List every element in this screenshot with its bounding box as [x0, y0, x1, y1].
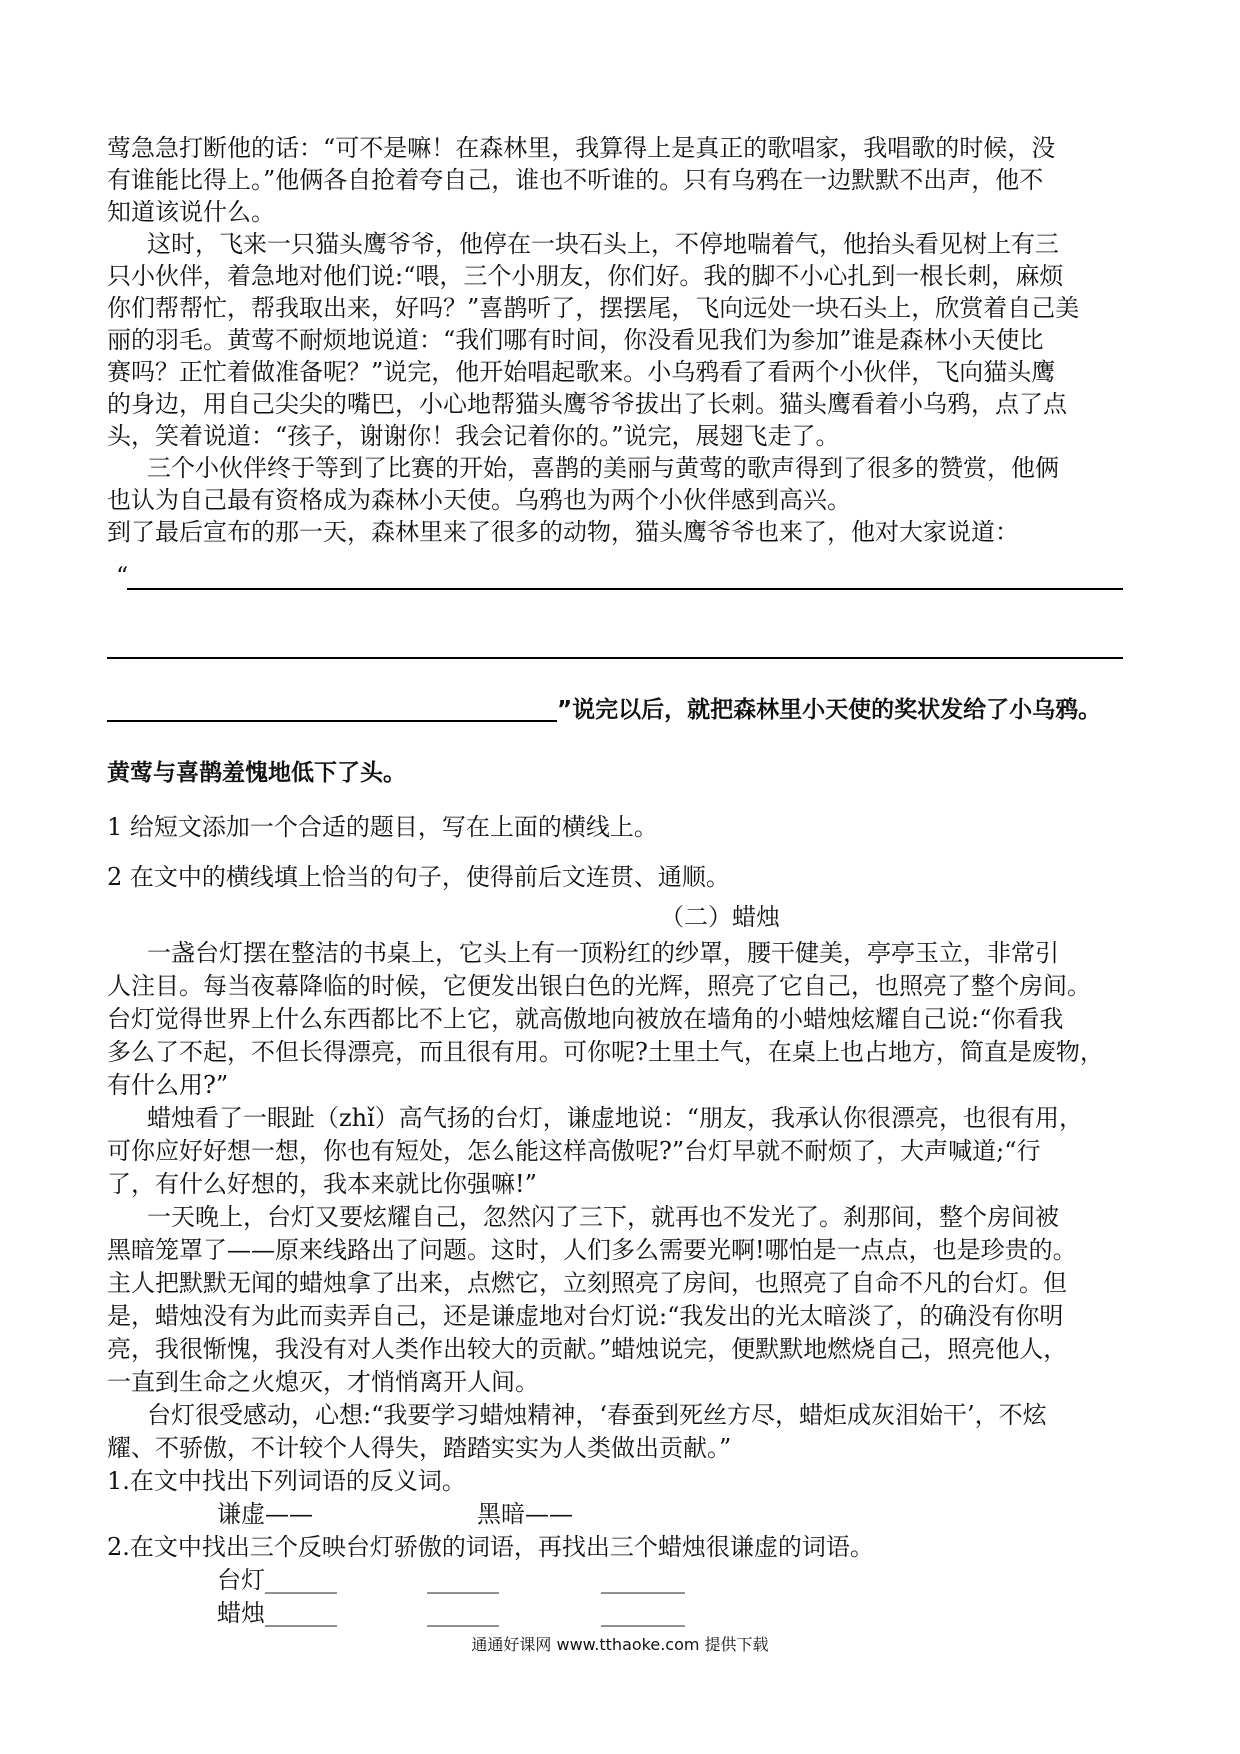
text-line: 台灯很受感动，心想:“我要学习蜡烛精神，‘春蚕到死丝方尽，蜡炬成灰泪始干’，不炫: [147, 1401, 1047, 1429]
question2-2: 2.在文中找出三个反映台灯骄傲的词语，再找出三个蜡烛很谦虚的词语。: [107, 1533, 874, 1561]
story2-title: （二）蜡烛: [660, 903, 780, 931]
story1-closing-text: ”说完以后，就把森林里小天使的奖状发给了小乌鸦。: [557, 697, 1102, 723]
text-line: 赛吗？正忙着做准备呢？”说完，他开始唱起歌来。小乌鸦看了看两个小伙伴，飞向猫头鹰: [107, 358, 1056, 386]
text-line: 耀、不骄傲，不计较个人得失，踏踏实实为人类做出贡献。”: [107, 1434, 732, 1462]
antonym-item: 谦虚——: [217, 1500, 313, 1528]
text-line: 的身边，用自己尖尖的嘴巴，小心地帮猫头鹰爷爷拔出了长刺。猫头鹰看着小乌鸦，点了点: [107, 390, 1067, 418]
answer-line-2[interactable]: [107, 657, 1123, 659]
question-1: 1 给短文添加一个合适的题目，写在上面的横线上。: [107, 813, 658, 841]
text-line: 有谁能比得上。”他俩各自抢着夸自己，谁也不听谁的。只有乌鸦在一边默默不出声，他不: [107, 166, 1044, 194]
text-line: 丽的羽毛。黄莺不耐烦地说道：“我们哪有时间，你没看见我们为参加”谁是森林小天使比: [107, 326, 1044, 354]
text-line: 三个小伙伴终于等到了比赛的开始，喜鹊的美丽与黄莺的歌声得到了很多的赞赏，他俩: [147, 454, 1059, 482]
text-line: 台灯觉得世界上什么东西都比不上它，就高傲地向被放在墙角的小蜡烛炫耀自己说:“你看我: [107, 1005, 1064, 1033]
story1-last-line: 黄莺与喜鹊羞愧地低下了头。: [107, 760, 406, 786]
text-line: 你们帮帮忙，帮我取出来，好吗？”喜鹊听了，摆摆尾，飞向远处一块石头上，欣赏着自己美: [107, 294, 1080, 322]
answer-row-label: 蜡烛: [217, 1599, 265, 1627]
open-quote: “: [116, 562, 129, 590]
question2-1: 1.在文中找出下列词语的反义词。: [107, 1467, 466, 1495]
text-line: 只小伙伴，着急地对他们说:“喂，三个小朋友，你们好。我的脚不小心扎到一根长刺，麻烦: [107, 262, 1064, 290]
answer-blank[interactable]: _______: [601, 1599, 685, 1627]
text-line: 人注目。每当夜幕降临的时候，它便发出银白色的光辉，照亮了它自己，也照亮了整个房间。: [107, 972, 1091, 1000]
text-line: 到了最后宣布的那一天，森林里来了很多的动物，猫头鹰爷爷也来了，他对大家说道：: [107, 518, 1019, 546]
question-2: 2 在文中的横线填上恰当的句子，使得前后文连贯、通顺。: [107, 863, 730, 891]
antonym-item: 黑暗——: [477, 1500, 573, 1528]
text-line: 蜡烛看了一眼趾（zhǐ）高气扬的台灯，谦虚地说：“朋友，我承认你很漂亮，也很有用，: [147, 1104, 1084, 1132]
answer-blank[interactable]: ______: [265, 1566, 337, 1594]
text-line: 多么了不起，不但长得漂亮，而且很有用。可你呢?土里土气，在桌上也占地方，简直是废物，: [107, 1038, 1104, 1066]
text-line: 亮，我很惭愧，我没有对人类作出较大的贡献。”蜡烛说完，便默默地燃烧自己，照亮他人，: [107, 1335, 1068, 1363]
text-line: 一盏台灯摆在整洁的书桌上，它头上有一顶粉红的纱罩，腰干健美，亭亭玉立，非常引: [147, 939, 1059, 967]
answer-blank[interactable]: ______: [265, 1599, 337, 1627]
text-line: 可你应好好想一想，你也有短处，怎么能这样高傲呢?”台灯早就不耐烦了，大声喊道;“行: [107, 1137, 1041, 1165]
answer-blank[interactable]: ______: [427, 1566, 499, 1594]
text-line: 有什么用?”: [107, 1071, 229, 1099]
answer-blank[interactable]: ______: [427, 1599, 499, 1627]
answer-line-3[interactable]: [107, 720, 557, 722]
page-footer: 通通好课网 www.tthaoke.com 提供下载: [471, 1635, 769, 1654]
text-line: 是，蜡烛没有为此而卖弄自己，还是谦虚地对台灯说:“我发出的光太暗淡了，的确没有你明: [107, 1302, 1064, 1330]
answer-blank[interactable]: _______: [601, 1566, 685, 1594]
answer-row-label: 台灯: [217, 1566, 265, 1594]
answer-line-1[interactable]: [127, 588, 1123, 590]
text-line: 一天晚上，台灯又要炫耀自己，忽然闪了三下，就再也不发光了。刹那间，整个房间被: [147, 1203, 1059, 1231]
text-line: 头，笑着说道：“孩子，谢谢你！我会记着你的。”说完，展翅飞走了。: [107, 422, 840, 450]
text-line: 这时，飞来一只猫头鹰爷爷，他停在一块石头上，不停地喘着气，他抬头看见树上有三: [147, 230, 1059, 258]
text-line: 了，有什么好想的，我本来就比你强嘛!”: [107, 1170, 537, 1198]
text-line: 黑暗笼罩了——原来线路出了问题。这时，人们多么需要光啊!哪怕是一点点，也是珍贵的。: [107, 1236, 1077, 1264]
text-line: 一直到生命之火熄灭，才悄悄离开人间。: [107, 1368, 539, 1396]
text-line: 主人把默默无闻的蜡烛拿了出来，点燃它，立刻照亮了房间，也照亮了自命不凡的台灯。但: [107, 1269, 1067, 1297]
text-line: 知道该说什么。: [107, 198, 275, 226]
text-line: 莺急急打断他的话：“可不是嘛！在森林里，我算得上是真正的歌唱家，我唱歌的时候，没: [107, 134, 1056, 162]
text-line: 也认为自己最有资格成为森林小天使。乌鸦也为两个小伙伴感到高兴。: [107, 486, 851, 514]
